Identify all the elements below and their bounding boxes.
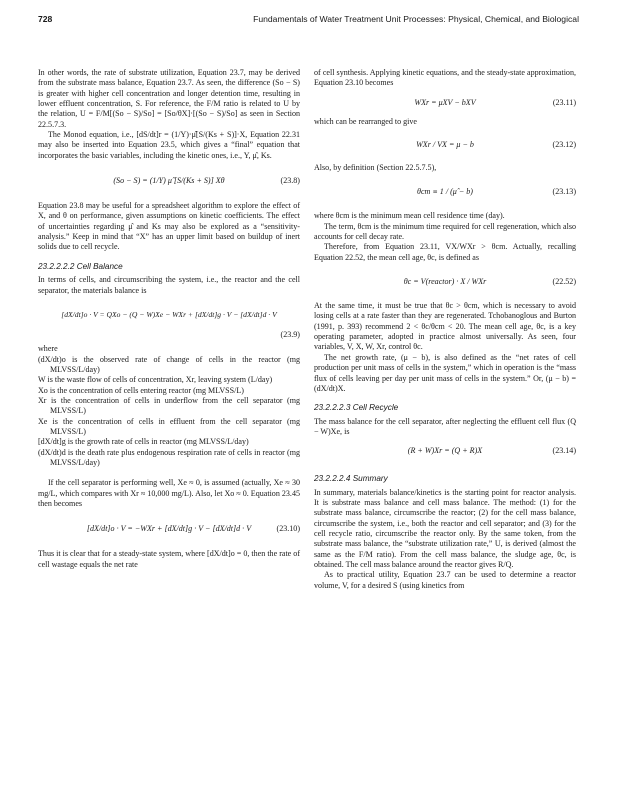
equation-23-12 [314,127,576,163]
section-heading: 23.2.2.2.4 Summary [314,474,388,484]
equation-body: θc = V(reactor) · X / WXr [403,276,487,286]
paragraph: In terms of cells, and circumscribing the system, i.e., the reactor and the cell separator, the materials balance is [38,275,300,295]
paragraph: The Monod equation, i.e., [dS/dt]r = (1/Y)·μ̂[S/(Ks + S)]·X, Equation 22.31 may also be inserted into Equation 23.5, which gives a “final” equation that incorporates the basic variables, including the kinetic ones, i.e., Y, μ̂, Ks. [38,130,300,160]
equation-body: θcm ≡ 1 / (μ̂ − b) [417,187,473,197]
equation-23-14 [314,437,576,465]
definition-list [38,355,300,469]
paragraph: As to practical utility, Equation 23.7 can be used to determine a reactor volume, V, for a desired S (using kinetics from [314,570,576,590]
paragraph: Thus it is clear that for a steady-state system, where [dX/dt]o = 0, then the rate of cell wastage equals the net rate [38,549,300,569]
equation-23-13 [314,173,576,211]
definition: Xr is the concentration of cells in underflow from the cell separator (mg MLVSS/L) [38,395,300,416]
paragraph: If the cell separator is performing well, Xe ≈ 0, is assumed (actually, Xe ≈ 30 mg/L, which compares with Xr ≈ 10,000 mg/L). Also, let Xo ≈ 0. Equation 23.45 then becomes [38,478,300,508]
equation-body: (R + W)Xr = (Q + R)X [407,446,483,456]
section-heading: 23.2.2.2.3 Cell Recycle [314,403,399,413]
right-column [314,68,576,591]
paragraph: The term, θcm is the minimum time required for cell regeneration, which also accounts for cell decay rate. [314,221,576,242]
equation-body: (So − S) = (1/Y) μ̂ [S/(Ks + S)] Xθ [113,175,225,185]
equation-23-9 [38,296,300,334]
equation-number: (22.52) [552,276,576,286]
paragraph: Therefore, from Equation 23.11, VX/WXr > θcm. Actually, recalling Equation 22.52, the mean cell age, θc, is defined as [314,242,576,262]
equation-number: (23.14) [552,446,576,456]
paragraph: The mass balance for the cell separator, after neglecting the effluent cell flux (Q − W)Xe, is [314,416,576,436]
equation-23-10 [38,509,300,549]
section-heading: 23.2.2.2.2 Cell Balance [38,261,123,271]
equation-body: WXr / VX = μ − b [416,139,474,149]
equation-body: [dX/dt]o · V = −WXr + [dX/dt]g · V − [dX/dt]d · V [86,524,252,534]
definition: Xe is the concentration of cells in effluent from the cell separator (mg MLVSS/L) [38,416,300,436]
paragraph: where θcm is the minimum mean cell residence time (day). [314,211,505,221]
paragraph: which can be rearranged to give [314,116,417,126]
paragraph: of cell synthesis. Applying kinetic equations, and the steady-state approximation, Equation 23.10 becomes [314,68,576,88]
paragraph: In other words, the rate of substrate utilization, Equation 23.7, may be derived from the substrate mass balance, Equation 23.7. As seen, the difference (So − S) is greater with higher cell concentration and longer detention time, resulting in lower effluent concentration, S. For reference, the F/M ratio is related to U by the relation, U = F/M[(So − S)/So] = [So/θX]·[(So − S)/So] as seen in Section 22.5.7.3. [38,68,300,129]
equation-number: (23.11) [552,97,576,107]
paragraph: Also, by definition (Section 22.5.7.5), [314,163,437,173]
paragraph: Equation 23.8 may be useful for a spreadsheet algorithm to explore the effect of X, and θ on performance, given assumptions on kinetic coefficients. The effect of uncertainties regarding μ̂ and Ks may also be explored as a “sensitivity-analysis.” Keep in mind that “X” has an upper limit based on buildup of inert solids due to cell recycle. [38,201,300,252]
equation-22-52 [314,263,576,301]
where-label: where [38,344,58,354]
equation-number: (23.12) [552,139,576,149]
definition: (dX/dt)d is the death rate plus endogenous respiration rate of cells in reactor (mg MLVSS/L/day) [38,447,300,467]
definition: (dX/dt)o is the observed rate of change of cells in the reactor (mg MLVSS/L/day) [38,354,300,374]
definition: W is the waste flow of cells of concentration, Xr, leaving system (L/day) [38,375,273,385]
running-title: Fundamentals of Water Treatment Unit Processes: Physical, Chemical, and Biological [253,14,579,24]
equation-body: WXr = μXV − bXV [414,97,476,107]
equation-number: (23.13) [552,187,576,197]
equation-number: (23.8) [280,175,300,185]
paragraph: At the same time, it must be true that θc > θcm, which is necessary to avoid losing cells at a rate faster than they are regenerated. Tchobanoglous and Burton (1991, p. 393) recommend 2 < θc/θcm < 20. The mean cell age, θc, is a key operating parameter, adopted in practice almost universally. As seen, four variables, V, X, W, Xr, control θc. [314,301,576,352]
page-number: 728 [38,14,53,24]
equation-body: [dX/dt]o · V = QXo − (Q − W)Xe − WXr + [dX/dt]g · V − [dX/dt]d · V [61,309,277,319]
definition: [dX/dt]g is the growth rate of cells in reactor (mg MLVSS/L/day) [38,437,249,447]
equation-23-11 [314,89,576,117]
paragraph: In summary, materials balance/kinetics is the starting point for reactor analysis. It is substrate mass balance and cell mass balance. The method: (1) for the substrate mass balance, circumscribe the reactor; (2) for the cell mass balance, circumscribe the system, i.e., both the reactor and cell separator; and (3) for the cell recycle ratio, circumscribe the reactor only. By the same token, from the substrate mass balance, the “substrate utilization rate,” U, is derived (almost the same as the F/M ratio). From the cell mass balance, the sludge age, θc, is obtained. The cell mass balance around the reactor gives R/Q. [314,487,576,569]
equation-23-8 [38,161,300,201]
definition: Xo is the concentration of cells entering reactor (mg MLVSS/L) [38,385,244,395]
left-column [38,68,300,570]
page-header [38,14,579,28]
paragraph: The net growth rate, (μ − b), is also defined as the “net rates of cell production per unit mass of cells in the system,” which in operation is the “mass flux of cells leaving per day per unit mass of cells in the system.” Or, (μ − b) = (dX/dt)X. [314,352,576,393]
equation-number: (23.10) [276,524,300,534]
equation-number: (23.9) [280,329,300,339]
